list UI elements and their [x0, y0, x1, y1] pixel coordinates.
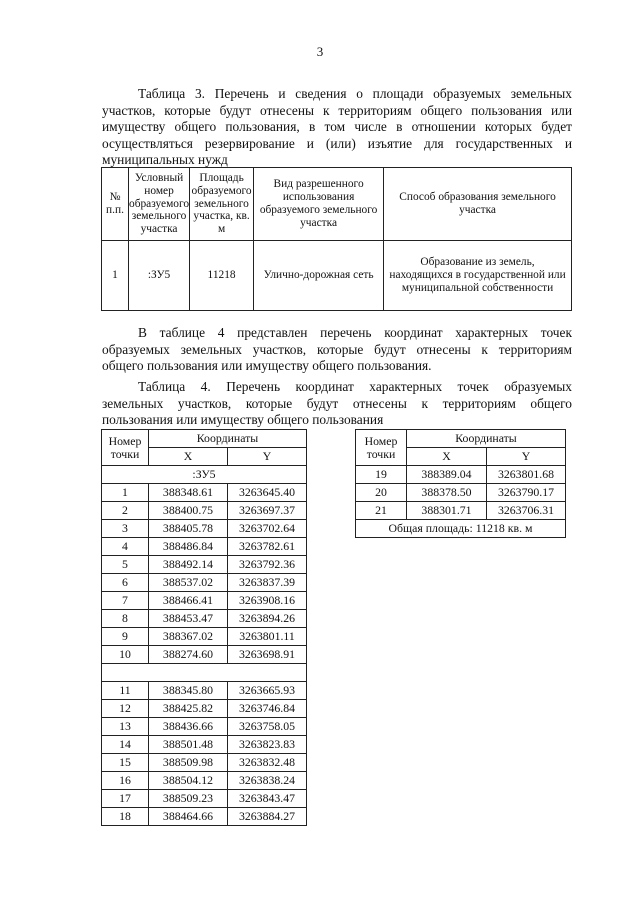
x-coordinate-cell: 388301.71 [407, 502, 487, 520]
x-coordinate-cell: 388537.02 [149, 574, 228, 592]
point-number-cell: 1 [102, 484, 149, 502]
table3-header-usage: Вид разрешенного использования образуемого земельного участка [254, 168, 384, 241]
x-coordinate-cell: 388453.47 [149, 610, 228, 628]
table3-cell-method: Образование из земель, находящихся в государственной или муниципальной собственности [384, 241, 572, 311]
table3 [101, 167, 572, 311]
caption-line: муниципальных нужд [102, 152, 228, 167]
x-coordinate-cell: 388389.04 [407, 466, 487, 484]
table-row [102, 538, 307, 556]
header-coordinates: Координаты [149, 430, 307, 448]
y-coordinate-cell: 3263758.05 [228, 718, 307, 736]
caption-line: имуществу общего пользования, в том числе в отношении которых будет [102, 119, 572, 134]
table-row [102, 700, 307, 718]
table-row [102, 772, 307, 790]
header-x: X [149, 448, 228, 466]
y-coordinate-cell: 3263838.24 [228, 772, 307, 790]
header-x: X [407, 448, 487, 466]
table-row [102, 682, 307, 700]
table-row [102, 736, 307, 754]
table-row [102, 754, 307, 772]
table-row [102, 718, 307, 736]
point-number-cell: 5 [102, 556, 149, 574]
table3-header-num: № п.п. [102, 168, 129, 241]
x-coordinate-cell: 388400.75 [149, 502, 228, 520]
y-coordinate-cell: 3263801.68 [487, 466, 566, 484]
header-coordinates: Координаты [407, 430, 566, 448]
table-row [356, 466, 566, 484]
caption-line: участков, которые будут отнесены к территориям общего пользования или [102, 102, 572, 118]
header-y: Y [487, 448, 566, 466]
table3-header-area: Площадь образуемого земельного участка, кв. м [190, 168, 254, 241]
page-number: 3 [316, 44, 324, 59]
table-row [102, 520, 307, 538]
x-coordinate-cell: 388425.82 [149, 700, 228, 718]
parcel-label-row: :ЗУ5 [102, 466, 307, 484]
point-number-cell: 7 [102, 592, 149, 610]
table-row [102, 592, 307, 610]
table-row [356, 502, 566, 520]
x-coordinate-cell: 388504.12 [149, 772, 228, 790]
point-number-cell: 2 [102, 502, 149, 520]
y-coordinate-cell: 3263746.84 [228, 700, 307, 718]
y-coordinate-cell: 3263697.37 [228, 502, 307, 520]
x-coordinate-cell: 388274.60 [149, 646, 228, 664]
header-point-number: Номер точки [102, 430, 149, 466]
x-coordinate-cell: 388466.41 [149, 592, 228, 610]
point-number-cell: 15 [102, 754, 149, 772]
y-coordinate-cell: 3263698.91 [228, 646, 307, 664]
caption-line: пользования или имуществу общего пользования [102, 412, 384, 427]
point-number-cell: 14 [102, 736, 149, 754]
table3-caption [102, 86, 572, 169]
table3-cell-designation: :ЗУ5 [129, 241, 190, 311]
table-row [102, 790, 307, 808]
y-coordinate-cell: 3263792.36 [228, 556, 307, 574]
table-row [356, 484, 566, 502]
table3-cell-usage: Улично-дорожная сеть [254, 241, 384, 311]
y-coordinate-cell: 3263706.31 [487, 502, 566, 520]
x-coordinate-cell: 388492.14 [149, 556, 228, 574]
y-coordinate-cell: 3263832.48 [228, 754, 307, 772]
table4-intro-paragraph [102, 325, 572, 375]
point-number-cell: 6 [102, 574, 149, 592]
table3-header-designation: Условный номер образуемого земельного участка [129, 168, 190, 241]
y-coordinate-cell: 3263645.40 [228, 484, 307, 502]
table-row [102, 808, 307, 826]
table-row [102, 484, 307, 502]
point-number-cell: 9 [102, 628, 149, 646]
point-number-cell: 20 [356, 484, 407, 502]
caption-line: земельных участков, которые будут отнесены к территориям общего [102, 395, 572, 411]
table4-caption [102, 379, 572, 429]
point-number-cell: 3 [102, 520, 149, 538]
table-row [102, 574, 307, 592]
coordinates-table-left [101, 429, 307, 826]
point-number-cell: 13 [102, 718, 149, 736]
table-row [102, 556, 307, 574]
point-number-cell: 12 [102, 700, 149, 718]
table3-header-method: Способ образования земельного участка [384, 168, 572, 241]
point-number-cell: 16 [102, 772, 149, 790]
x-coordinate-cell: 388436.66 [149, 718, 228, 736]
paragraph-line: общего пользования или имуществу общего пользования. [102, 358, 432, 373]
table-row [102, 502, 307, 520]
point-number-cell: 19 [356, 466, 407, 484]
x-coordinate-cell: 388486.84 [149, 538, 228, 556]
y-coordinate-cell: 3263894.26 [228, 610, 307, 628]
x-coordinate-cell: 388509.98 [149, 754, 228, 772]
caption-line: Таблица 3. Перечень и сведения о площади образуемых земельных [138, 86, 572, 101]
y-coordinate-cell: 3263837.39 [228, 574, 307, 592]
y-coordinate-cell: 3263801.11 [228, 628, 307, 646]
x-coordinate-cell: 388345.80 [149, 682, 228, 700]
x-coordinate-cell: 388405.78 [149, 520, 228, 538]
table-row [102, 610, 307, 628]
point-number-cell: 21 [356, 502, 407, 520]
x-coordinate-cell: 388464.66 [149, 808, 228, 826]
point-number-cell: 4 [102, 538, 149, 556]
table-row-separator [102, 664, 307, 682]
coordinates-table-right [355, 429, 566, 538]
y-coordinate-cell: 3263782.61 [228, 538, 307, 556]
x-coordinate-cell: 388501.48 [149, 736, 228, 754]
table-row [102, 628, 307, 646]
x-coordinate-cell: 388367.02 [149, 628, 228, 646]
paragraph-line: образуемых земельных участков, которые будут отнесены к территориям [102, 341, 572, 357]
header-point-number: Номер точки [356, 430, 407, 466]
point-number-cell: 8 [102, 610, 149, 628]
y-coordinate-cell: 3263665.93 [228, 682, 307, 700]
point-number-cell: 18 [102, 808, 149, 826]
paragraph-line: В таблице 4 представлен перечень координат характерных точек [138, 325, 572, 340]
x-coordinate-cell: 388348.61 [149, 484, 228, 502]
x-coordinate-cell: 388378.50 [407, 484, 487, 502]
caption-line: Таблица 4. Перечень координат характерных точек образуемых [138, 379, 572, 394]
point-number-cell: 11 [102, 682, 149, 700]
y-coordinate-cell: 3263843.47 [228, 790, 307, 808]
point-number-cell: 17 [102, 790, 149, 808]
total-area: Общая площадь: 11218 кв. м [356, 520, 566, 538]
y-coordinate-cell: 3263908.16 [228, 592, 307, 610]
x-coordinate-cell: 388509.23 [149, 790, 228, 808]
caption-line: осуществляться резервирование и (или) изъятие для государственных и [102, 135, 572, 151]
y-coordinate-cell: 3263823.83 [228, 736, 307, 754]
table3-cell-area: 11218 [190, 241, 254, 311]
point-number-cell: 10 [102, 646, 149, 664]
y-coordinate-cell: 3263790.17 [487, 484, 566, 502]
y-coordinate-cell: 3263702.64 [228, 520, 307, 538]
y-coordinate-cell: 3263884.27 [228, 808, 307, 826]
header-y: Y [228, 448, 307, 466]
table-row [102, 646, 307, 664]
table3-cell-num: 1 [102, 241, 129, 311]
